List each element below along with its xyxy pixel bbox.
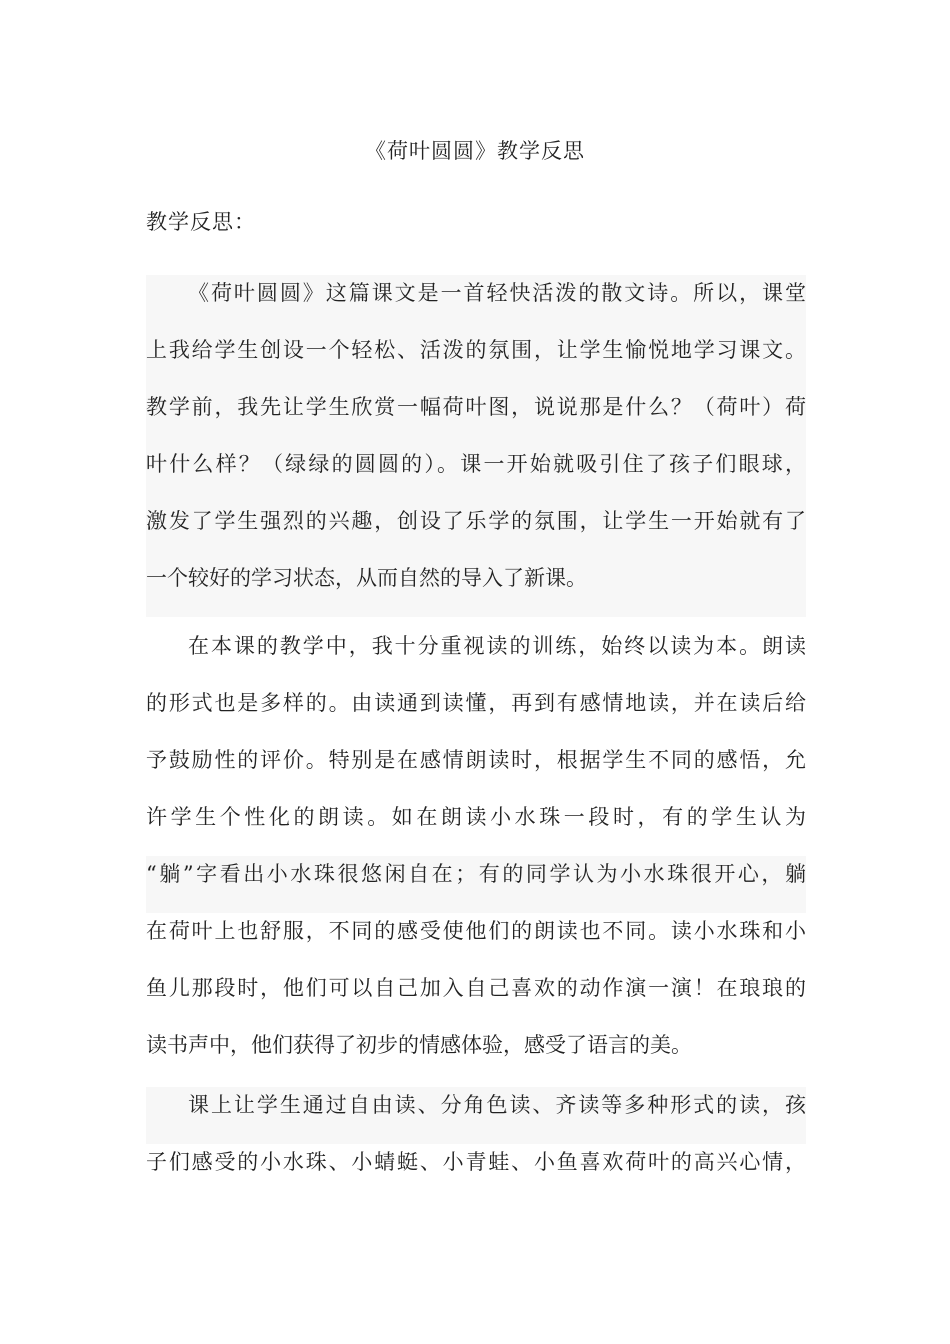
paragraph-line: 读书声中，他们获得了初步的情感体验，感受了语言的美。 [146,1033,692,1057]
paragraph-line: 许学生个性化的朗读。如在朗读小水珠一段时，有的学生认为 [146,805,806,829]
paragraph-line: 一个较好的学习状态，从而自然的导入了新课。 [146,560,806,617]
paragraph-line: 的形式也是多样的。由读通到读懂，再到有感情地读，并在读后给 [146,691,806,715]
paragraph-line: 子们感受的小水珠、小蜻蜓、小青蛙、小鱼喜欢荷叶的高兴心情， [146,1150,806,1174]
paragraph-line: 上我给学生创设一个轻松、活泼的氛围，让学生愉悦地学习课文。 [146,332,806,389]
paragraph-line: 鱼儿那段时，他们可以自己加入自己喜欢的动作演一演！在琅琅的 [146,976,806,1000]
paragraph-line: 教学前，我先让学生欣赏一幅荷叶图，说说那是什么？（荷叶）荷 [146,389,806,446]
paragraph-line: “躺”字看出小水珠很悠闲自在；有的同学认为小水珠很开心，躺 [146,856,806,913]
paragraph-3 [146,1087,806,1201]
paragraph-line: 在本课的教学中，我十分重视读的训练，始终以读为本。朗读 [188,634,806,658]
paragraph-line: 课上让学生通过自由读、分角色读、齐读等多种形式的读，孩 [146,1087,806,1144]
paragraph-1 [146,275,806,617]
document-title: 《荷叶圆圆》教学反思 [365,139,585,163]
paragraph-line: 叶什么样？（绿绿的圆圆的）。课一开始就吸引住了孩子们眼球， [146,446,806,503]
paragraph-2 [146,628,806,1084]
paragraph-line: 激发了学生强烈的兴趣，创设了乐学的氛围，让学生一开始就有了 [146,503,806,560]
section-heading: 教学反思： [146,210,256,234]
paragraph-line: 在荷叶上也舒服，不同的感受使他们的朗读也不同。读小水珠和小 [146,919,806,943]
paragraph-line: 《荷叶圆圆》这篇课文是一首轻快活泼的散文诗。所以，课堂 [146,275,806,332]
paragraph-line: 予鼓励性的评价。特别是在感情朗读时，根据学生不同的感悟，允 [146,748,806,772]
